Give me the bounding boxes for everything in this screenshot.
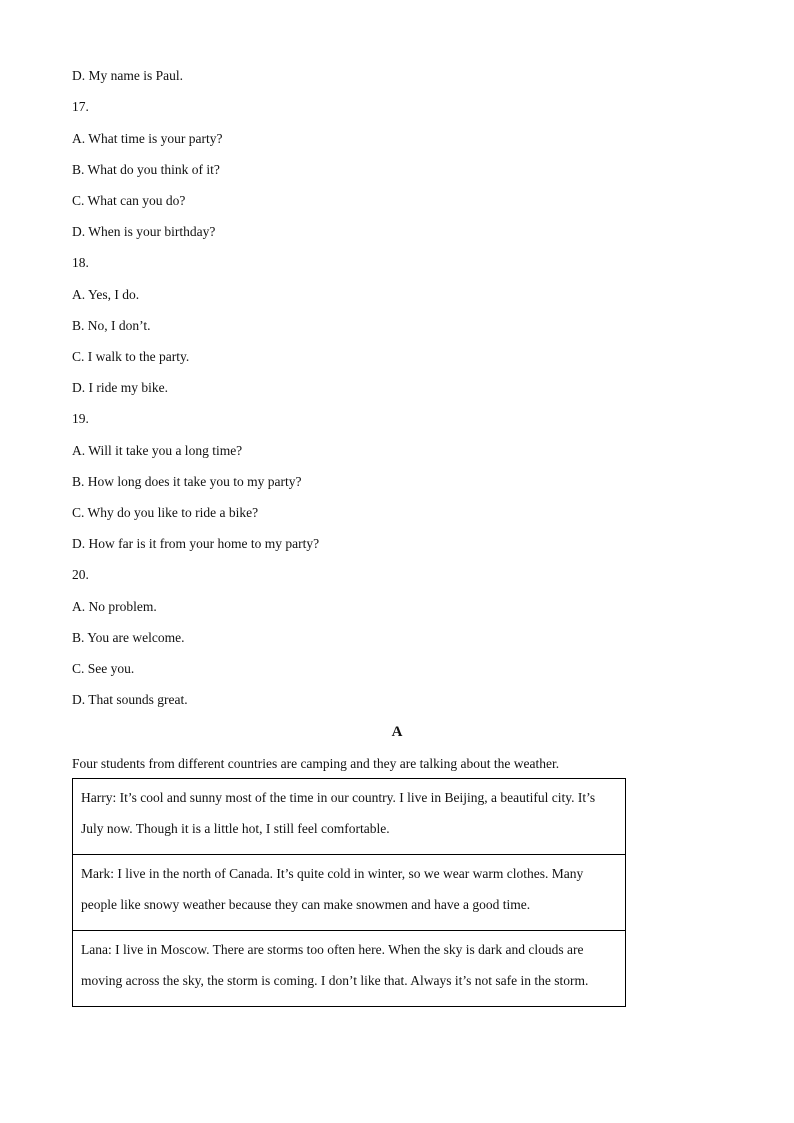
- passage-cell-harry: [73, 779, 625, 855]
- option-19-a: A. Will it take you a long time?: [72, 443, 243, 458]
- question-number-17: 17.: [72, 99, 89, 114]
- option-20-b: B. You are welcome.: [72, 630, 185, 645]
- question-number-20: 20.: [72, 567, 89, 582]
- option-18-a: A. Yes, I do.: [72, 287, 140, 302]
- passage-line: Lana: I live in Moscow. There are storms too often here. When the sky is dark and clouds are: [81, 942, 584, 957]
- passage-cell-lana: [73, 931, 625, 1006]
- option-17-a: A. What time is your party?: [72, 131, 223, 146]
- option-19-c: C. Why do you like to ride a bike?: [72, 505, 259, 520]
- passage-line: Mark: I live in the north of Canada. It’s quite cold in winter, so we wear warm clothes. Many: [81, 866, 584, 881]
- option-20-a: A. No problem.: [72, 599, 157, 614]
- option-18-c: C. I walk to the party.: [72, 349, 190, 364]
- option-18-d: D. I ride my bike.: [72, 380, 168, 395]
- option-17-d: D. When is your birthday?: [72, 224, 216, 239]
- question-number-18: 18.: [72, 255, 89, 270]
- passage-line: moving across the sky, the storm is coming. I don’t like that. Always it’s not safe in the storm.: [81, 973, 589, 988]
- passage-line: people like snowy weather because they can make snowmen and have a good time.: [81, 897, 531, 912]
- option-17-b: B. What do you think of it?: [72, 162, 220, 177]
- passage-line: Harry: It’s cool and sunny most of the time in our country. I live in Beijing, a beautiful city. It’s: [81, 790, 596, 805]
- passage-line: July now. Though it is a little hot, I still feel comfortable.: [81, 821, 390, 836]
- section-intro: Four students from different countries are camping and they are talking about the weather.: [72, 756, 560, 771]
- option-18-b: B. No, I don’t.: [72, 318, 151, 333]
- option-19-b: B. How long does it take you to my party?: [72, 474, 302, 489]
- option-17-c: C. What can you do?: [72, 193, 186, 208]
- option-20-c: C. See you.: [72, 661, 135, 676]
- section-heading: A: [391, 724, 403, 740]
- passage-cell-mark: [73, 855, 625, 931]
- option-16-d: D. My name is Paul.: [72, 68, 183, 83]
- passage-table: [72, 778, 626, 1007]
- question-number-19: 19.: [72, 411, 89, 426]
- option-19-d: D. How far is it from your home to my party?: [72, 536, 320, 551]
- option-20-d: D. That sounds great.: [72, 692, 188, 707]
